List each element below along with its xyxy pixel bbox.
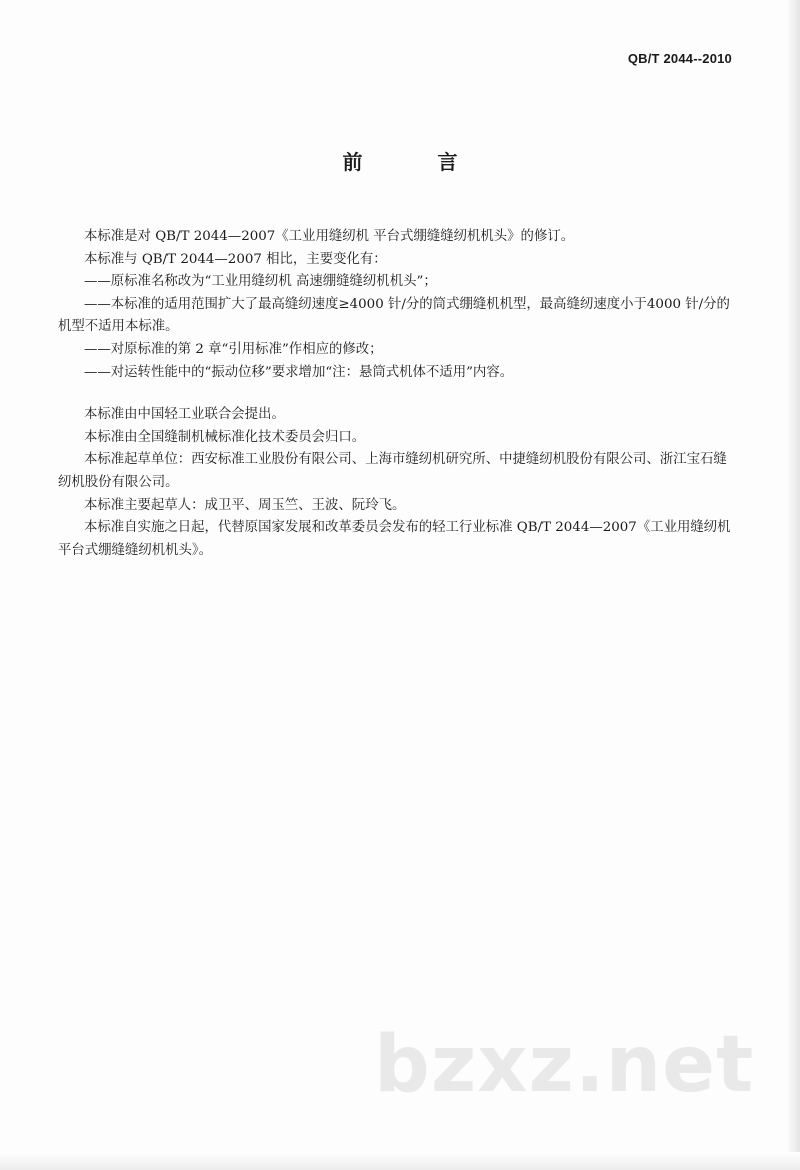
- page-bottom-shadow: [0, 1152, 800, 1170]
- document-body: [58, 226, 738, 562]
- paragraph-drafters: 本标准主要起草人：成卫平、周玉竺、王波、阮玲飞。: [84, 497, 406, 513]
- paragraph-revision: 本标准是对 QB/T 2044—2007《工业用缝纫机 平台式绷缝缝纫机机头》的修订。: [84, 229, 575, 244]
- change-item-vibration: ——对运转性能中的“振动位移”要求增加“注：悬筒式机体不适用”内容。: [84, 364, 514, 380]
- change-item-scope: ——本标准的适用范围扩大了最高缝纫速度≥4000 针/分的筒式绷缝机机型，最高缝纫速度小于4000 针/分的机型不适用本标准。: [58, 296, 730, 335]
- paragraph-gap: [58, 384, 738, 404]
- change-item-name: ——原标准名称改为“工业用缝纫机 高速绷缝缝纫机机头”；: [84, 274, 437, 290]
- standard-code: QB/T 2044--2010: [627, 51, 732, 66]
- watermark-text: bzxz.net: [374, 1020, 755, 1110]
- paragraph-drafting-units: 本标准起草单位：西安标准工业股份有限公司、上海市缝纫机研究所、中捷缝纫机股份有限公司、浙江宝石缝纫机股份有限公司。: [58, 452, 727, 490]
- page-title: 前 言: [342, 150, 492, 174]
- change-item-references: ——对原标准的第 2 章“引用标准”作相应的修改；: [84, 341, 383, 357]
- paragraph-proposer: 本标准由中国轻工业联合会提出。: [84, 407, 285, 423]
- page-edge-shadow: [786, 0, 800, 1170]
- paragraph-replacement: 本标准自实施之日起，代替原国家发展和改革委员会发布的轻工行业标准 QB/T 2044—2007《工业用缝纫机 平台式绷缝缝纫机机头》。: [58, 520, 731, 558]
- paragraph-changes-intro: 本标准与 QB/T 2044—2007 相比，主要变化有：: [84, 251, 387, 267]
- paragraph-committee: 本标准由全国缝制机械标准化技术委员会归口。: [84, 429, 366, 445]
